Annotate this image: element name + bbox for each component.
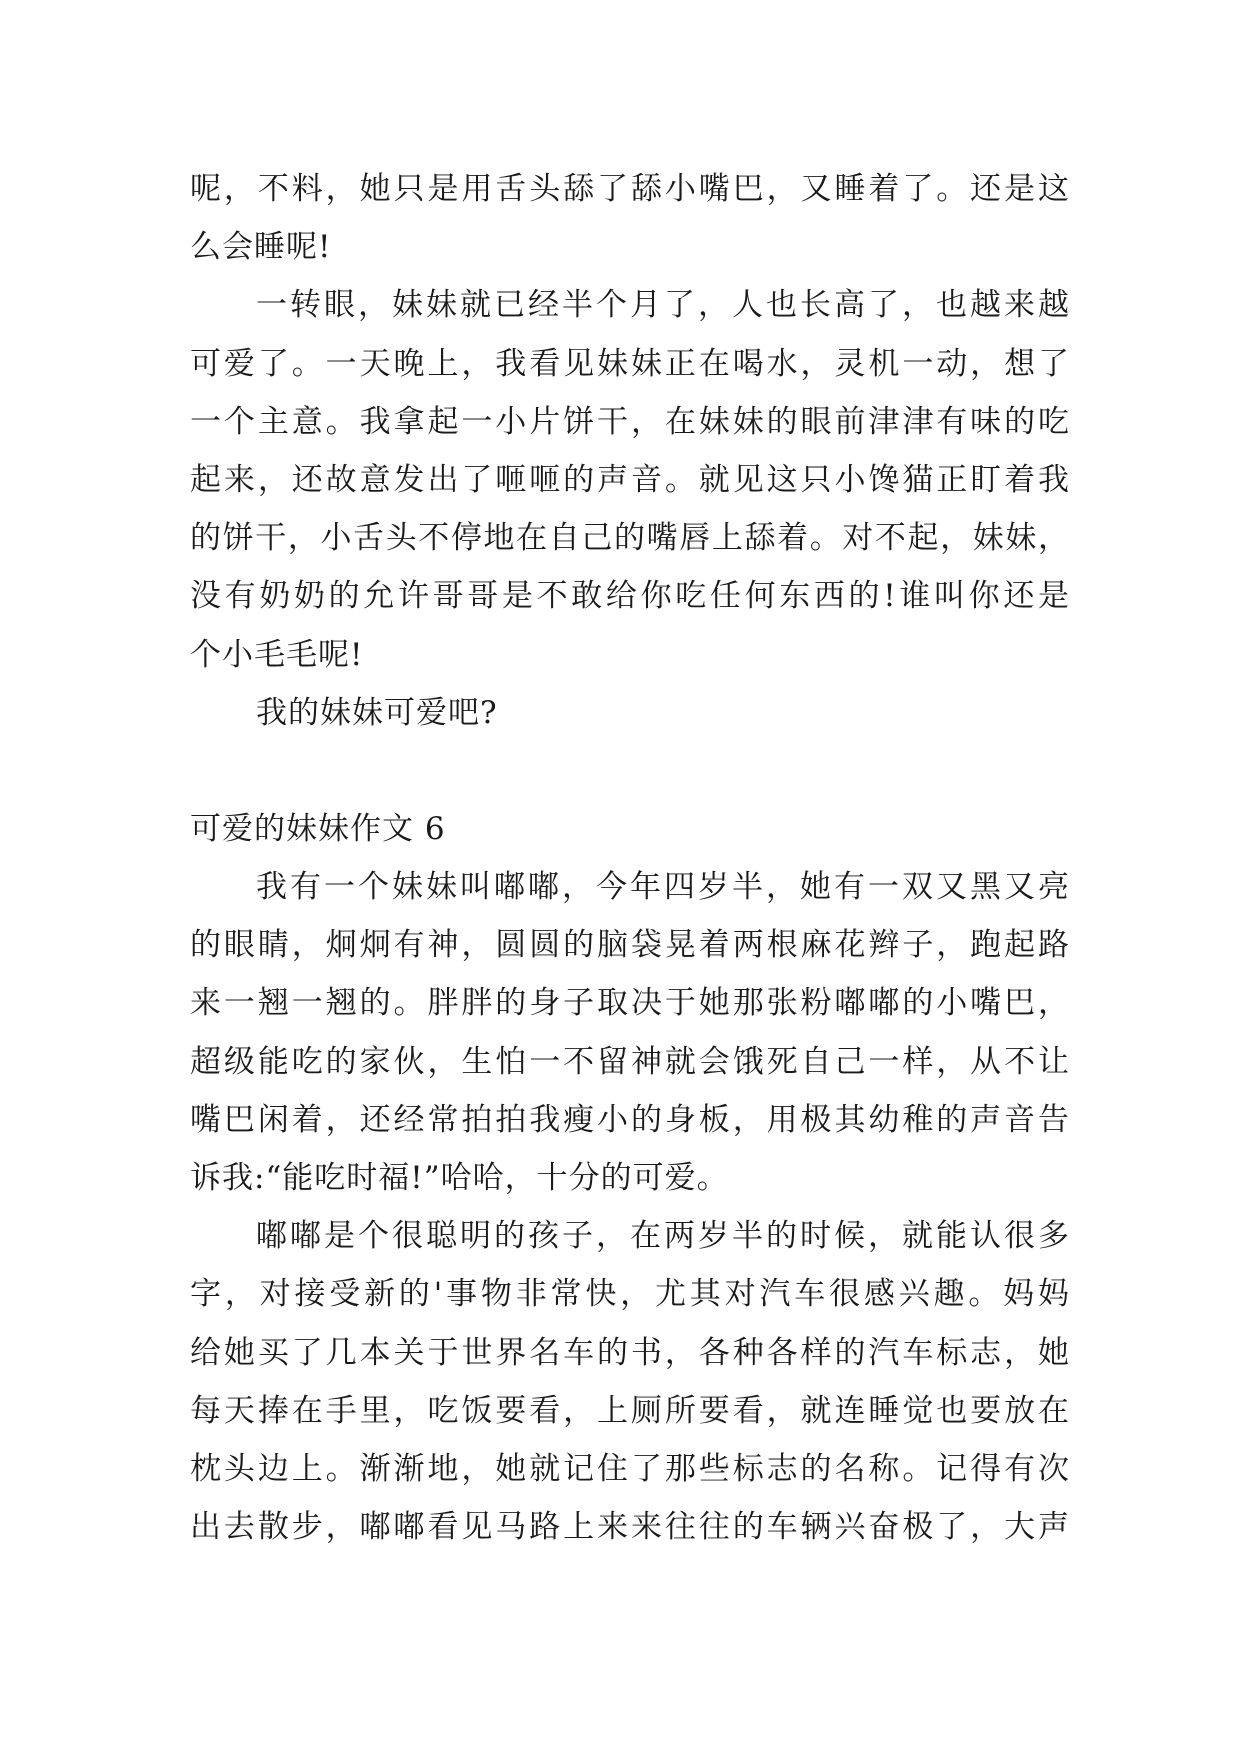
paragraph-line: 么会睡呢! [190,229,332,266]
paragraph-line: 给她买了几本关于世界名车的书，各种各样的汽车标志，她 [190,1334,1070,1371]
paragraph-line: 枕头边上。渐渐地，她就记住了那些标志的名称。记得有次 [190,1450,1070,1487]
paragraph-line: 诉我:“能吃时福!”哈哈，十分的可爱。 [190,1160,729,1196]
paragraph-line: 来一翘一翘的。胖胖的身子取决于她那张粉嘟嘟的小嘴巴， [190,985,1070,1022]
paragraph-line: 嘟嘟是个很聪明的孩子，在两岁半的时候，就能认很多 [256,1218,1070,1255]
paragraph-line: 嘴巴闲着，还经常拍拍我瘦小的身板，用极其幼稚的声音告 [190,1101,1070,1138]
section-gap [190,742,1070,800]
paragraph-line: 的饼干，小舌头不停地在自己的嘴唇上舔着。对不起，妹妹， [190,520,1070,557]
paragraph-line: 一转眼，妹妹就已经半个月了，人也长高了，也越来越 [256,287,1070,324]
paragraph-line: 没有奶奶的允许哥哥是不敢给你吃任何东西的!谁叫你还是 [190,578,1070,615]
paragraph-line: 超级能吃的家伙，生怕一不留神就会饿死自己一样，从不让 [190,1043,1070,1080]
paragraph-line: 可爱了。一天晚上，我看见妹妹正在喝水，灵机一动，想了 [190,345,1070,382]
paragraph-line: 每天捧在手里，吃饭要看，上厕所要看，就连睡觉也要放在 [190,1392,1070,1429]
section-title: 可爱的妹妹作文 6 [190,810,446,847]
paragraph-line: 字，对接受新的'事物非常快，尤其对汽车很感兴趣。妈妈 [190,1276,1070,1313]
document-body [190,160,1070,1556]
paragraph-line: 的眼睛，炯炯有神，圆圆的脑袋晃着两根麻花辫子，跑起路 [190,927,1070,964]
paragraph-line: 呢，不料，她只是用舌头舔了舔小嘴巴，又睡着了。还是这 [190,171,1070,207]
paragraph-line: 个小毛毛呢! [190,636,364,673]
paragraph-line: 起来，还故意发出了咂咂的声音。就见这只小馋猫正盯着我 [190,461,1070,498]
paragraph-line: 我的妹妹可爱吧? [256,694,498,731]
paragraph-line: 一个主意。我拿起一小片饼干，在妹妹的眼前津津有味的吃 [190,403,1070,440]
paragraph-line: 我有一个妹妹叫嘟嘟，今年四岁半，她有一双又黑又亮 [256,869,1070,906]
paragraph-line: 出去散步，嘟嘟看见马路上来来往往的车辆兴奋极了，大声 [190,1509,1070,1546]
